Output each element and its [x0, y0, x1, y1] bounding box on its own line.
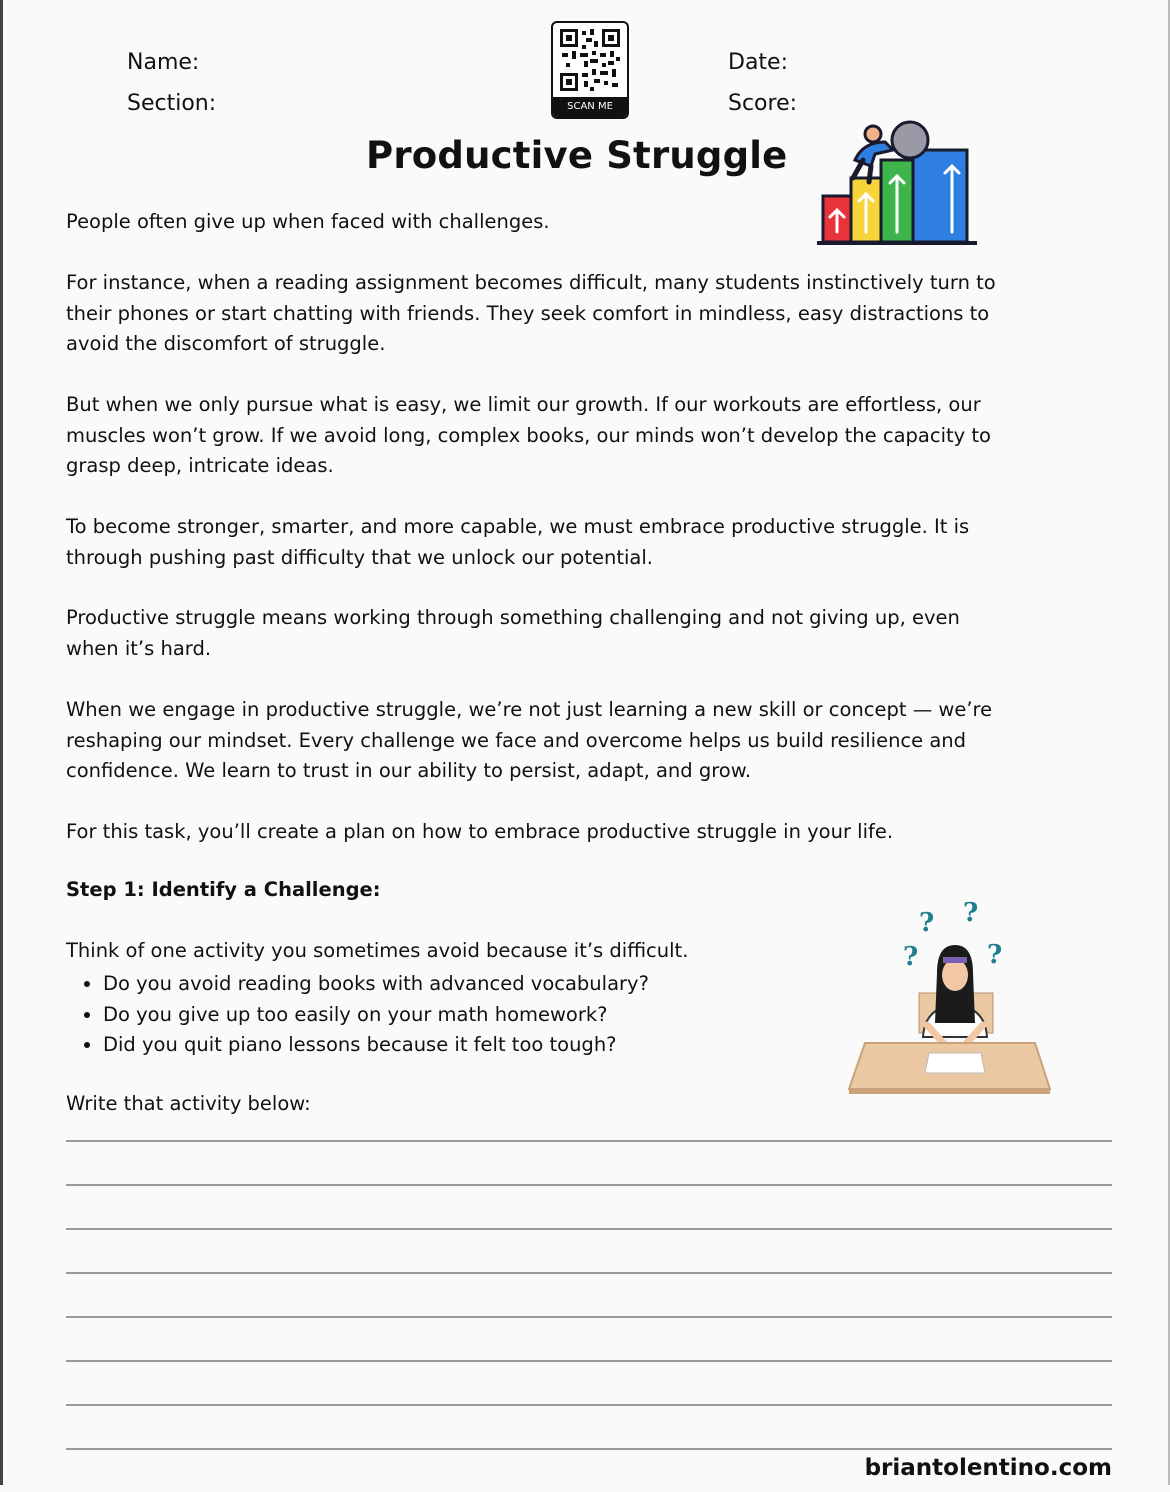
answer-line[interactable] — [66, 1316, 1112, 1318]
paragraph-4: To become stronger, smarter, and more capable, we must embrace productive struggle. It is through pushing past difficulty that we unlock our potential. — [66, 515, 970, 569]
bullet-item: • Do you avoid reading books with advanced vocabulary? — [103, 969, 649, 1000]
answer-line[interactable] — [66, 1228, 1112, 1230]
step-1-prompt: Think of one activity you sometimes avoid because it’s difficult. — [66, 939, 689, 962]
qr-code-icon — [560, 29, 620, 91]
page-edge-left — [0, 0, 3, 1485]
page-title: Productive Struggle — [366, 134, 788, 177]
answer-line[interactable] — [66, 1448, 1112, 1450]
step-1-bullet-list — [66, 969, 649, 1061]
svg-text:?: ? — [919, 908, 935, 938]
paragraph-6: When we engage in productive struggle, we’re not just learning a new skill or concept — we’re reshaping our mindset. Every challenge we face and overcome helps us build resilience and confidence. We learn to trust in our ability to persist, adapt, and grow. — [66, 698, 993, 782]
svg-text:?: ? — [903, 942, 919, 972]
paragraph-1: People often give up when faced with challenges. — [66, 210, 550, 233]
qr-code[interactable] — [551, 21, 629, 119]
confused-student-at-desk-icon — [845, 895, 1055, 1095]
paragraph-3: But when we only pursue what is easy, we limit our growth. If our workouts are effortless, our muscles won’t grow. If we avoid long, complex books, our minds won’t develop the capacity to grasp deep, intricate ideas. — [66, 393, 991, 477]
section-label: Section: — [127, 91, 217, 116]
paragraph-2: For instance, when a reading assignment becomes difficult, many students instinctively turn to their phones or start chatting with friends. They seek comfort in mindless, easy distractions to avoid the discomfort of struggle. — [66, 271, 996, 355]
write-activity-prompt: Write that activity below: — [66, 1092, 311, 1115]
qr-caption: SCAN ME — [553, 97, 627, 117]
answer-line[interactable] — [66, 1404, 1112, 1406]
svg-text:?: ? — [987, 940, 1003, 970]
answer-line[interactable] — [66, 1140, 1112, 1142]
footer-website: briantolentino.com — [864, 1455, 1112, 1481]
name-label: Name: — [127, 50, 200, 75]
answer-line[interactable] — [66, 1360, 1112, 1362]
score-label: Score: — [728, 91, 798, 116]
bullet-item: • Do you give up too easily on your math homework? — [103, 1000, 649, 1031]
answer-line[interactable] — [66, 1184, 1112, 1186]
svg-text:?: ? — [963, 898, 979, 928]
answer-lines[interactable] — [66, 1140, 1112, 1492]
paragraph-5: Productive struggle means working through something challenging and not giving up, even when it’s hard. — [66, 606, 960, 660]
paragraph-7: For this task, you’ll create a plan on how to embrace productive struggle in your life. — [66, 820, 894, 843]
step-1-heading: Step 1: Identify a Challenge: — [66, 878, 381, 901]
bullet-item: • Did you quit piano lessons because it felt too tough? — [103, 1030, 649, 1061]
answer-line[interactable] — [66, 1272, 1112, 1274]
date-label: Date: — [728, 50, 788, 75]
